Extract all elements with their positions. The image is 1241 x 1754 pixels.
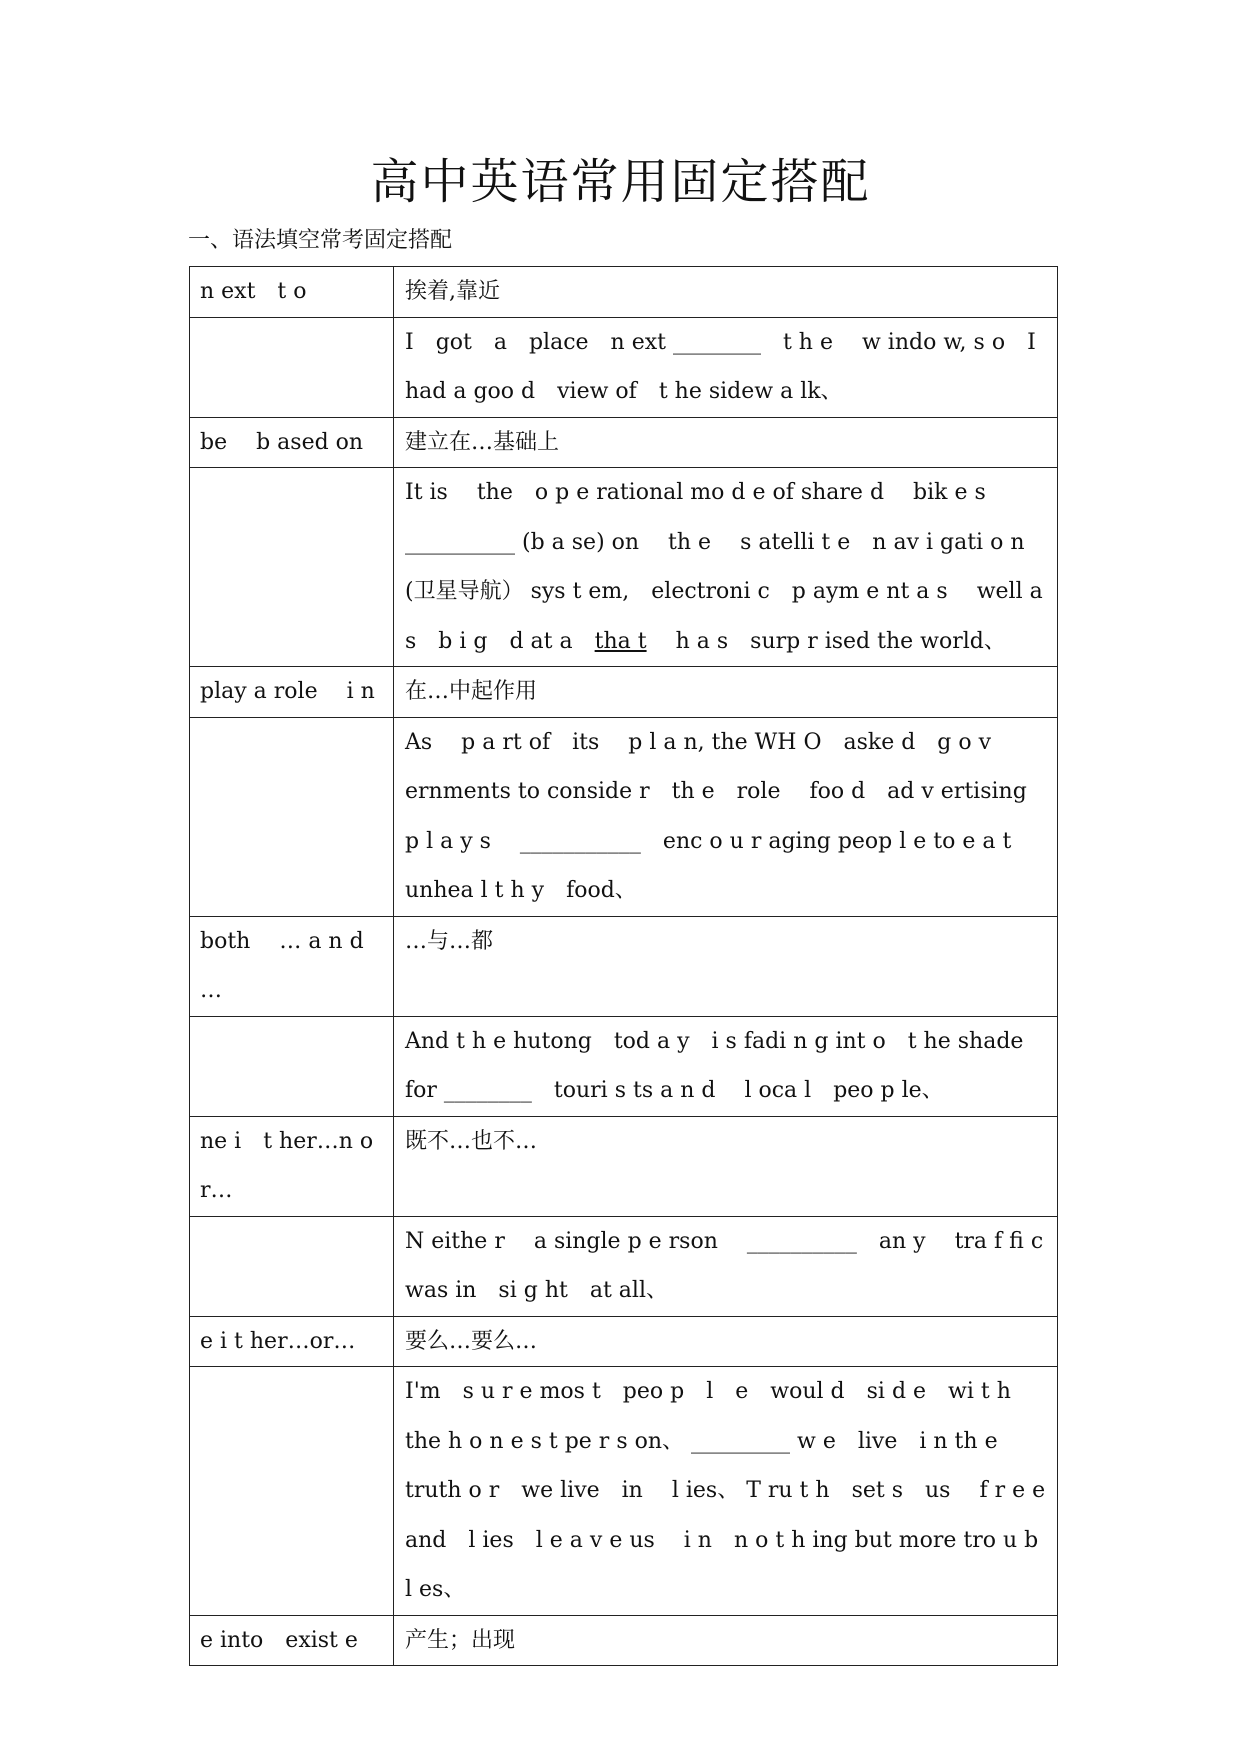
meaning-cell: 挨着,靠近 (394, 267, 1058, 318)
example-cell (394, 1216, 1066, 1316)
phrase-table (189, 266, 1066, 1666)
example-text: I'm s u r e mos t peo p l e woul d si d e wi t h the h o n e s t pe r s on、 _________ w e live i n th e truth o r we live in l ies、 T ru t h set s us f r e e and l ies l e a v e us i n n o t h ing but more tro u b l es、 (405, 1379, 1061, 1602)
example-cell (394, 468, 1058, 667)
example-cell (394, 1367, 1061, 1616)
table-row (190, 468, 1058, 667)
meaning-cell: 建立在…基础上 (394, 417, 1058, 468)
example-cell (394, 717, 1058, 916)
example-text-tail: h a s surp r ised the world、 (646, 628, 1006, 654)
table-row (190, 1367, 1058, 1616)
phrase-cell-empty (190, 1367, 394, 1616)
phrase-cell-empty (190, 1216, 394, 1316)
phrase-cell: ne i t her…n o r… (190, 1116, 394, 1216)
phrase-cell-empty (190, 468, 394, 667)
example-text: It is the o p e rational mo d e of share d bik e s __________ (b a se) on th e s atelli t e n av i gati o n (卫星导航） sys t em, electroni c p aym e nt a s well a s b i g d at a (405, 480, 1047, 654)
meaning-cell: 要么…要么… (394, 1316, 1058, 1367)
table-row (190, 1316, 1058, 1367)
table-row (190, 267, 1058, 318)
page-title: 高中英语常用固定搭配 (370, 154, 871, 210)
table-row (190, 1016, 1058, 1116)
table-row (190, 317, 1058, 417)
phrase-cell: e i t her…or… (190, 1316, 394, 1367)
table-row (190, 1615, 1058, 1666)
phrase-cell-empty (190, 317, 394, 417)
phrase-cell-empty (190, 717, 394, 916)
phrase-cell: n ext t o (190, 267, 394, 318)
example-cell (394, 1016, 1058, 1116)
phrase-cell: play a role i n (190, 667, 394, 718)
example-text: I got a place n ext ________ t h e w indo w, s o I had a goo d view of t he sidew a lk、 (405, 329, 1065, 404)
table-row (190, 417, 1058, 468)
phrase-cell: e into exist e (190, 1615, 394, 1666)
underlined-word: tha t (594, 628, 647, 654)
meaning-cell: …与…都 (394, 916, 1058, 1016)
example-text: N eithe r a single p e rson __________ an y tra f fi c was in si g ht at all、 (405, 1228, 1066, 1303)
example-text: As p a rt of its p l a n, the WH O aske d g o v ernments to conside r th e role foo d ad v ertising p l a y s ___________ enc o u r aging peop l e to e a t unhea l t h y food、 (405, 729, 1034, 903)
table-row (190, 717, 1058, 916)
example-text: And t h e hutong tod a y i s fadi n g int o t he shade for ________ touri s ts a n d l oca l peo p le、 (405, 1028, 1046, 1103)
phrase-cell: be b ased on (190, 417, 394, 468)
example-cell (394, 317, 1065, 417)
table-row (190, 1116, 1058, 1216)
table-row (190, 1216, 1058, 1316)
meaning-cell: 在…中起作用 (394, 667, 1058, 718)
section-title: 一、语法填空常考固定搭配 (188, 228, 453, 253)
table-row (190, 667, 1058, 718)
phrase-cell-empty (190, 1016, 394, 1116)
meaning-cell: 既不…也不… (394, 1116, 1058, 1216)
meaning-cell: 产生；出现 (394, 1615, 1058, 1666)
phrase-cell: both … a n d … (190, 916, 394, 1016)
table-row (190, 916, 1058, 1016)
